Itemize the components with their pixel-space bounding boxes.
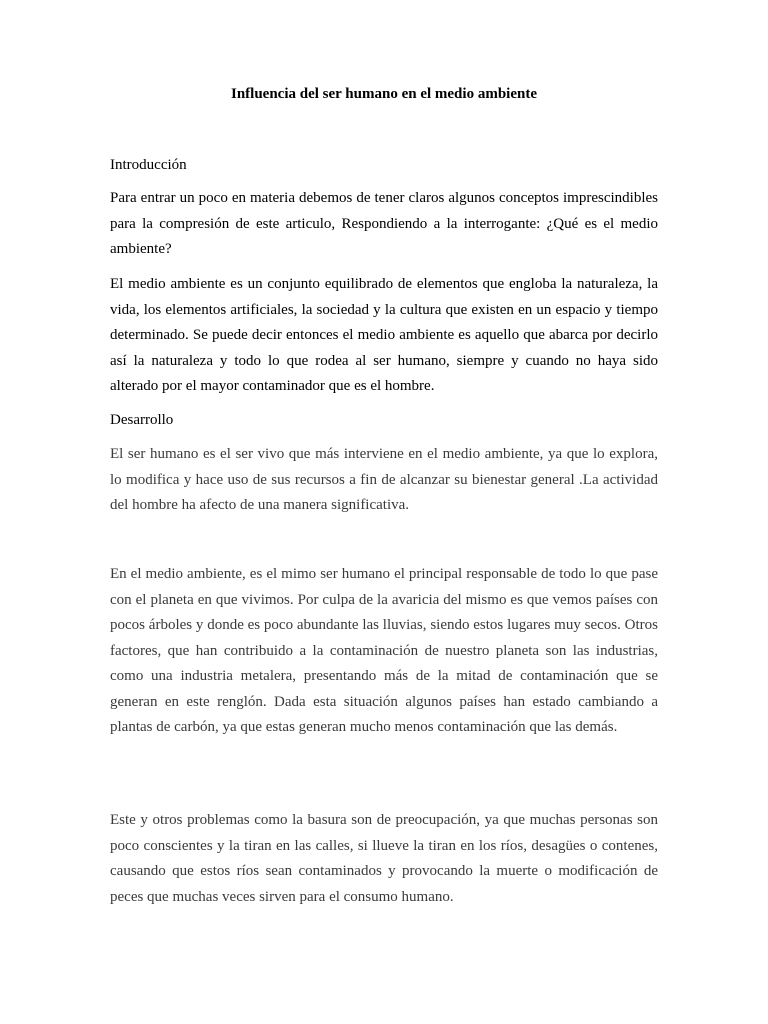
development-paragraph: El ser humano es el ser vivo que más interviene en el medio ambiente, ya que lo explora, lo modifica y hace uso de sus recursos a fin de alcanzar su bienestar general .La actividad del hombre ha afecto de una manera significativa. <box>110 446 658 513</box>
document-title: Influencia del ser humano en el medio ambiente <box>231 86 537 102</box>
development-paragraph: Este y otros problemas como la basura son de preocupación, ya que muchas personas son poco conscientes y la tiran en las calles, si llueve la tiran en los ríos, desagües o contenes, causando que estos ríos sean contaminados y provocando la muerte o modificación de peces que muchas veces sirven para el consumo humano. <box>110 812 658 905</box>
development-paragraph: En el medio ambiente, es el mimo ser humano el principal responsable de todo lo que pase con el planeta en que vivimos. Por culpa de la avaricia del mismo es que vemos países con pocos árboles y donde es poco abundante las lluvias, siendo estos lugares muy secos. Otros factores, que han contribuido a la contaminación de nuestro planeta son las industrias, como una industria metalera, presentando más de la mitad de contaminación que se generan en este renglón. Dada esta situación algunos países han estado cambiando a plantas de carbón, ya que estas generan mucho menos contaminación que las demás. <box>110 566 658 735</box>
section-heading-introduction: Introducción <box>110 157 187 173</box>
section-heading-development: Desarrollo <box>110 412 174 428</box>
intro-paragraph: Para entrar un poco en materia debemos de tener claros algunos conceptos imprescindibles para la compresión de este articulo, Respondiendo a la interrogante: ¿Qué es el medio ambiente? <box>110 190 658 257</box>
intro-paragraph: El medio ambiente es un conjunto equilibrado de elementos que engloba la naturaleza, la vida, los elementos artificiales, la sociedad y la cultura que existen en un espacio y tiempo determinado. Se puede decir entonces el medio ambiente es aquello que abarca por decirlo así la naturaleza y todo lo que rodea al ser humano, siempre y cuando no haya sido alterado por el mayor contaminador que es el hombre. <box>110 276 658 394</box>
